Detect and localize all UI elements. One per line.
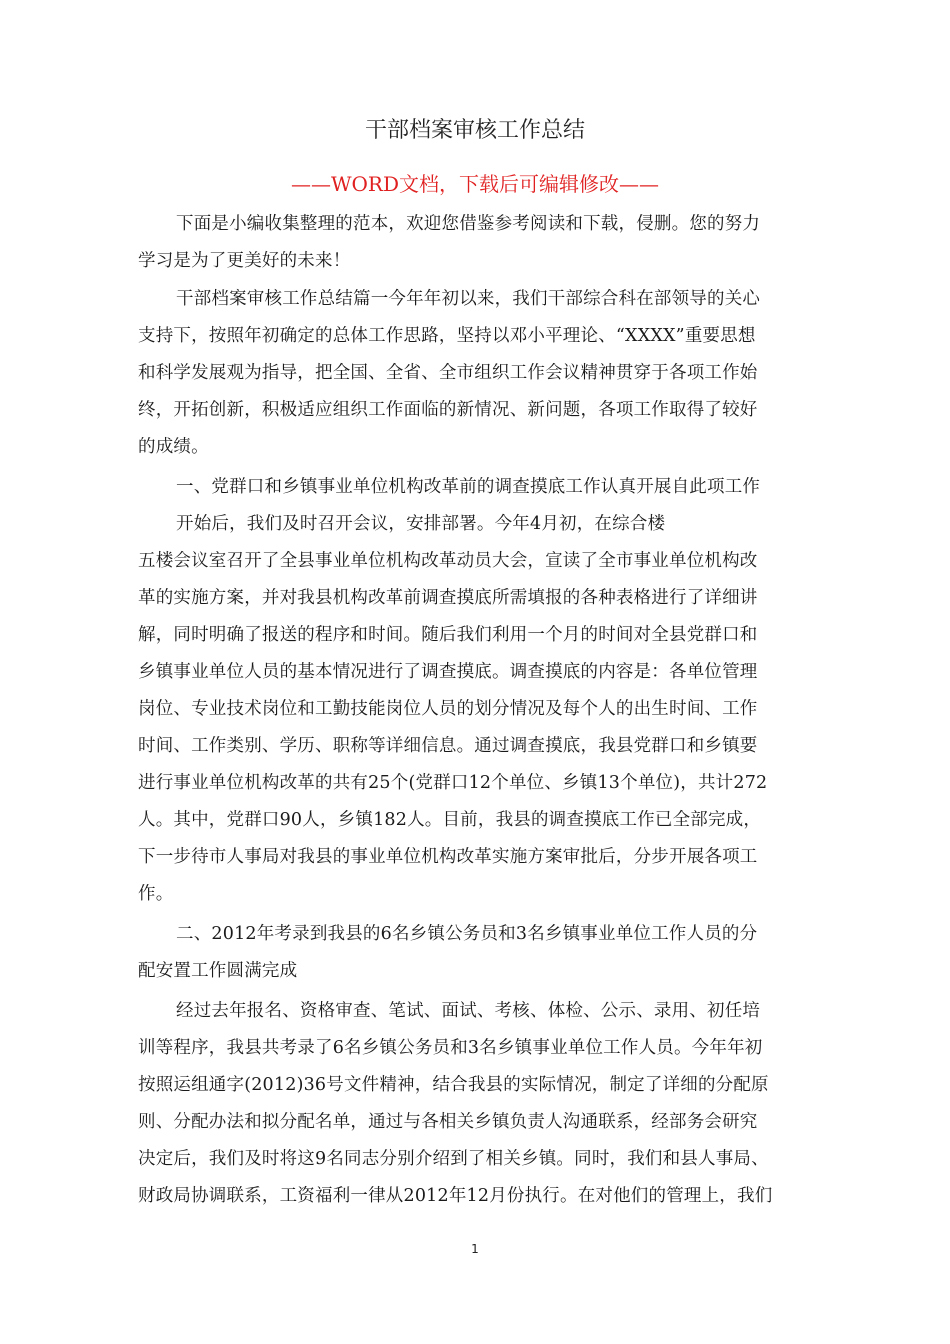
text-line: 下一步待市人事局对我县的事业单位机构改革实施方案审批后，分步开展各项工 xyxy=(138,847,758,867)
text-line: 的成绩。 xyxy=(138,437,209,457)
text-line: 配安置工作圆满完成 xyxy=(138,961,298,981)
text-line: 终，开拓创新，积极适应组织工作面临的新情况、新问题，各项工作取得了较好 xyxy=(138,400,758,420)
text-line: 进行事业单位机构改革的共有25个(党群口12个单位、乡镇13个单位)，共计272 xyxy=(138,773,768,793)
text-line: 决定后，我们及时将这9名同志分别介绍到了相关乡镇。同时，我们和县人事局、 xyxy=(138,1149,769,1169)
text-line: 开始后，我们及时召开会议，安排部署。今年4月初，在综合楼 xyxy=(176,514,666,534)
document-title: 干部档案审核工作总结 xyxy=(364,118,585,143)
page-number: 1 xyxy=(471,1242,479,1256)
text-line: 五楼会议室召开了全县事业单位机构改革动员大会，宣读了全市事业单位机构改 xyxy=(138,551,758,571)
text-line: 一、党群口和乡镇事业单位机构改革前的调查摸底工作认真开展自此项工作 xyxy=(176,477,761,497)
document-subtitle: ——WORD文档，下载后可编辑修改—— xyxy=(290,172,660,196)
text-line: 支持下，按照年初确定的总体工作思路，坚持以邓小平理论、“XXXX”重要思想 xyxy=(138,326,756,346)
text-line: 学习是为了更美好的未来！ xyxy=(138,251,351,271)
text-line: 经过去年报名、资格审查、笔试、面试、考核、体检、公示、录用、初任培 xyxy=(176,1001,761,1021)
text-line: 岗位、专业技术岗位和工勤技能岗位人员的划分情况及每个人的出生时间、工作 xyxy=(138,699,758,719)
text-line: 革的实施方案，并对我县机构改革前调查摸底所需填报的各种表格进行了详细讲 xyxy=(138,588,758,608)
text-line: 干部档案审核工作总结篇一今年年初以来，我们干部综合科在部领导的关心 xyxy=(176,289,761,309)
text-line: 财政局协调联系，工资福利一律从2012年12月份执行。在对他们的管理上，我们 xyxy=(138,1186,773,1206)
text-line: 和科学发展观为指导，把全国、全省、全市组织工作会议精神贯穿于各项工作始 xyxy=(138,363,758,383)
text-line: 乡镇事业单位人员的基本情况进行了调查摸底。调查摸底的内容是：各单位管理 xyxy=(138,662,758,682)
text-line: 解，同时明确了报送的程序和时间。随后我们利用一个月的时间对全县党群口和 xyxy=(138,625,758,645)
text-line: 作。 xyxy=(138,884,174,904)
text-line: 时间、工作类别、学历、职称等详细信息。通过调查摸底，我县党群口和乡镇要 xyxy=(138,736,758,756)
text-line: 二、2012年考录到我县的6名乡镇公务员和3名乡镇事业单位工作人员的分 xyxy=(176,924,758,944)
text-line: 按照运组通字(2012)36号文件精神，结合我县的实际情况，制定了详细的分配原 xyxy=(138,1075,769,1095)
text-line: 下面是小编收集整理的范本，欢迎您借鉴参考阅读和下载，侵删。您的努力 xyxy=(176,214,761,234)
text-line: 训等程序，我县共考录了6名乡镇公务员和3名乡镇事业单位工作人员。今年年初 xyxy=(138,1038,763,1058)
text-line: 人。其中，党群口90人，乡镇182人。目前，我县的调查摸底工作已全部完成， xyxy=(138,810,762,830)
text-line: 则、分配办法和拟分配名单，通过与各相关乡镇负责人沟通联系，经部务会研究 xyxy=(138,1112,758,1132)
